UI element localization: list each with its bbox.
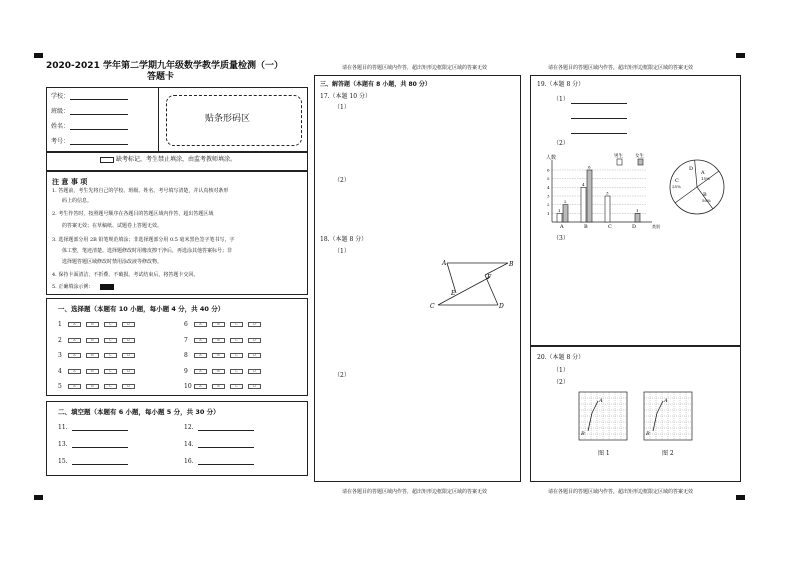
class-field[interactable] [70,114,128,115]
question-number: 5 [58,383,62,390]
label-a: A [442,260,447,267]
option-bubble[interactable]: B [86,384,99,389]
option-bubble[interactable]: B [212,384,225,389]
warning-bottom: 请在各题目的答题区域内作答，超出矩形边框限定区域的答案无效 [342,489,488,495]
school-label: 学校： [51,93,70,100]
page-title: 2020-2021 学年第二学期九年级数学教学质量检测（一） [46,61,283,71]
y-axis-label: 人数 [546,155,557,161]
label-c: C [430,303,435,310]
option-bubble[interactable]: B [212,338,225,343]
segment-cf [438,277,490,305]
option-bubble[interactable]: C [230,384,243,389]
registration-mark [34,53,43,58]
option-bubble[interactable]: C [104,353,117,358]
category-label: A [560,224,564,230]
point-b: B [646,431,650,437]
q18-sub1: （1） [334,248,350,255]
label-b: B [509,261,514,268]
q19-sub1: （1） [553,96,569,103]
option-bubble[interactable]: D [122,384,135,389]
q16-label: 16. [184,458,194,465]
option-bubble[interactable]: C [104,338,117,343]
note-line: 5. 正确填涂示例： [52,284,94,290]
q12-answer[interactable] [198,430,254,431]
label-d: D [499,303,504,310]
option-bubble[interactable]: C [230,322,243,327]
q19-label: 19.（本题 8 分） [537,81,585,88]
question-number: 8 [184,352,188,359]
exam-no-field[interactable] [70,144,128,145]
option-bubble[interactable]: D [248,384,261,389]
pie-slice-label: B [703,192,707,198]
note-line: 1. 答题前，考生先将自己的学校、班级、姓名、考号填写清楚，并认真核对条形 [52,188,229,194]
note-line: 2. 考生作答时，按照题号顺序在各题目的答题区域内作答，超出答题区域 [52,211,214,217]
bar-a [563,205,568,222]
option-bubble[interactable]: A [68,338,81,343]
option-bubble[interactable]: D [122,353,135,358]
q14-label: 14. [184,441,194,448]
option-bubble[interactable]: A [194,369,207,374]
q15-label: 15. [58,458,68,465]
info-divider [158,87,159,152]
point-b: B [581,431,585,437]
pie-slice-label: A [701,170,705,176]
section3-title: 三、解答题（本题有 8 小题，共 80 分） [320,81,431,88]
q20-sub2: （2） [553,379,569,386]
q11-label: 11. [58,424,68,431]
q19-answer-line[interactable] [571,118,627,119]
q18-label: 18.（本题 8 分） [320,236,368,243]
pie-slice-label: C [675,178,679,184]
pie-percent-label: 15% [701,176,710,181]
registration-mark [736,495,745,500]
note-line: 选择题答题区域修改时禁用涂改液等修改物。 [62,259,163,265]
absent-checkbox[interactable] [100,157,114,163]
segment-ae [447,263,456,293]
school-field[interactable] [70,99,128,100]
pie-chart [668,158,726,216]
option-bubble[interactable]: B [86,322,99,327]
option-bubble[interactable]: B [86,338,99,343]
option-bubble[interactable]: D [122,369,135,374]
warning-top: 请在各题目的答题区域内作答，超出矩形边框限定区域的答案无效 [342,65,488,71]
exam-no-label: 考号： [51,138,70,145]
y-tick-label: 5 [547,176,550,182]
q19-answer-line[interactable] [571,133,627,134]
class-label: 班级： [51,108,70,115]
geometry-figure-18 [425,255,517,313]
page-subtitle: 答题卡 [147,72,175,82]
option-bubble[interactable]: C [104,369,117,374]
q13-answer[interactable] [72,447,128,448]
question-number: 9 [184,368,188,375]
legend-label: 女生 [635,154,644,159]
option-bubble[interactable]: A [194,322,207,327]
q17-sub2: （2） [334,177,350,184]
label-e: E [451,290,456,297]
option-bubble[interactable]: D [248,353,261,358]
figure-2-caption: 图 2 [662,450,674,457]
option-bubble[interactable]: A [68,322,81,327]
y-tick-label: 4 [547,184,550,190]
q19-sub3: （3） [553,235,569,242]
q14-answer[interactable] [198,447,254,448]
q17-sub1: （1） [334,104,350,111]
data-label: 1 [636,207,639,213]
note-line: 的答案无效；在草稿纸、试题卷上答题无效。 [62,223,163,229]
y-tick-label: 1 [547,210,550,216]
option-bubble[interactable]: B [212,322,225,327]
barcode-label: 贴条形码区 [205,114,251,124]
option-bubble[interactable]: A [68,384,81,389]
option-bubble[interactable]: A [194,338,207,343]
q18-sub2: （2） [334,372,350,379]
bar-b [581,187,586,222]
question-number: 2 [58,337,62,344]
x-axis-label: 类别 [652,224,660,229]
option-bubble[interactable]: D [122,322,135,327]
q20-label: 20.（本题 8 分） [537,354,585,361]
fill-example [100,284,114,290]
bar-c [605,196,610,222]
absent-text: 缺考标记，考生禁止填涂，由监考教师填涂。 [116,156,237,163]
bar-b [587,170,592,222]
option-bubble[interactable]: A [68,353,81,358]
option-bubble[interactable]: B [212,369,225,374]
grid-figure-1 [578,391,628,441]
warning-bottom: 请在各题目的答题区域内作答，超出矩形边框限定区域的答案无效 [548,489,694,495]
figure-1-caption: 图 1 [598,450,610,457]
q11-answer[interactable] [72,430,128,431]
option-bubble[interactable]: C [230,353,243,358]
question-number: 4 [58,368,62,375]
grid-figure-2 [643,391,693,441]
q15-answer[interactable] [72,464,128,465]
option-bubble[interactable]: A [194,384,207,389]
note-line: 码上的信息。 [62,198,93,204]
y-tick-label: 6 [547,167,550,173]
point-a: A [599,398,603,404]
pie-percent-label: 25% [672,184,681,189]
y-tick-label: 2 [547,202,550,208]
data-label: 6 [588,164,591,170]
pie-slice-label: D [689,166,694,172]
option-bubble[interactable]: C [104,384,117,389]
bar-chart [536,150,660,232]
option-bubble[interactable]: C [230,369,243,374]
name-field[interactable] [70,129,128,130]
q13-label: 13. [58,441,68,448]
option-bubble[interactable]: A [68,369,81,374]
option-bubble[interactable]: B [212,353,225,358]
option-bubble[interactable]: D [248,369,261,374]
legend-swatch [638,159,643,165]
option-bubble[interactable]: B [86,353,99,358]
bar-a [557,213,562,222]
data-label: 2 [564,199,567,205]
notes-title: 注 意 事 项 [52,178,88,186]
category-label: C [608,224,612,230]
y-tick-label: 3 [547,193,550,199]
warning-top: 请在各题目的答题区域内作答，超出矩形边框限定区域的答案无效 [548,65,694,71]
category-label: B [584,224,588,230]
option-bubble[interactable]: D [122,338,135,343]
option-bubble[interactable]: A [194,353,207,358]
note-line: 体工整，笔迹清楚。选择题修改时用橡皮擦干净后，再选涂其他答案标号；非 [62,248,233,254]
data-label: 3 [606,190,609,196]
option-bubble[interactable]: C [230,338,243,343]
q20-sub1: （1） [553,367,569,374]
question-number: 10 [184,383,192,390]
option-bubble[interactable]: C [104,322,117,327]
option-bubble[interactable]: D [248,338,261,343]
point-a: A [664,398,668,404]
registration-mark [34,495,43,500]
option-bubble[interactable]: B [86,369,99,374]
registration-mark [736,53,745,58]
q19-answer-line[interactable] [571,103,627,104]
question-number: 1 [58,321,62,328]
q16-answer[interactable] [198,464,254,465]
section1-title: 一、选择题（本题有 10 小题，每小题 4 分，共 40 分） [58,305,225,313]
label-f: F [487,274,492,281]
legend-label: 男生 [614,154,623,159]
note-line: 4. 保持卡面清洁，不折叠、不破损。考试结束后，将答题卡交回。 [52,272,199,278]
category-label: D [632,224,637,230]
bar-d [635,213,640,222]
option-bubble[interactable]: D [248,322,261,327]
question-number: 6 [184,321,188,328]
q19-sub2: （2） [553,140,569,147]
question-number: 7 [184,337,188,344]
q17-label: 17.（本题 10 分） [320,93,371,100]
data-label: 1 [558,207,561,213]
note-line: 3. 选择题部分用 2B 铅笔规范填涂；非选择题部分用 0.5 毫米黑色签字笔书写，字 [52,237,235,243]
name-label: 姓名： [51,123,70,130]
pie-percent-label: 50% [702,198,711,203]
question-number: 3 [58,352,62,359]
section2-title: 二、填空题（本题有 6 小题，每小题 5 分，共 30 分） [58,408,220,416]
data-label: 4 [582,181,585,187]
legend-swatch [617,159,622,165]
q12-label: 12. [184,424,194,431]
